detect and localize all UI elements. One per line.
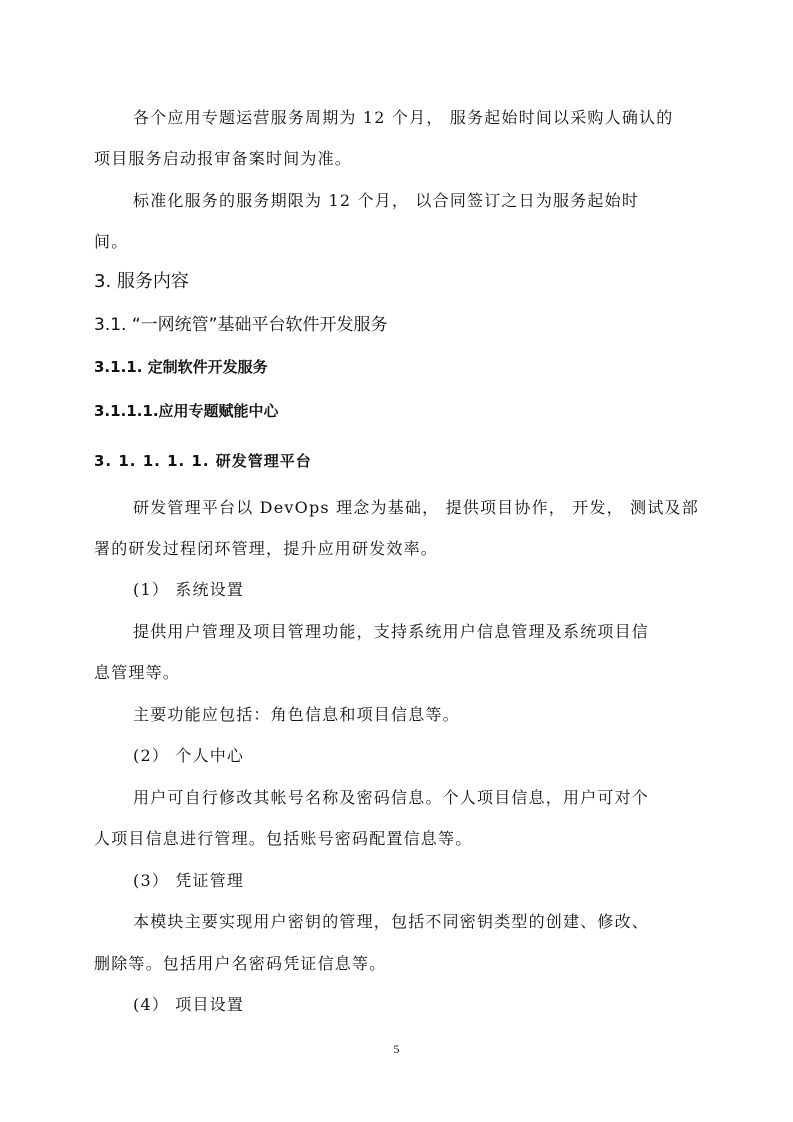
item-system-settings-line-2: 息管理等。 <box>94 663 181 682</box>
paragraph-service-period-line-1: 各个应用专题运营服务周期为 12 个月， 服务起始时间以采购人确认的 <box>133 108 674 127</box>
paragraph-standard-service-line-2: 间。 <box>94 232 129 251</box>
paragraph-rd-intro-line-2: 署的研发过程闭环管理，提升应用研发效率。 <box>94 539 439 558</box>
item-system-settings-line-1: 提供用户管理及项目管理功能，支持系统用户信息管理及系统项目信 <box>133 622 650 641</box>
paragraph-rd-intro-line-1: 研发管理平台以 DevOps 理念为基础， 提供项目协作， 开发， 测试及部 <box>133 498 699 517</box>
heading-rd-management-platform: 3. 1. 1. 1. 1. 研发管理平台 <box>94 452 312 470</box>
paragraph-standard-service-line-1: 标准化服务的服务期限为 12 个月， 以合同签订之日为服务起始时 <box>133 191 640 210</box>
item-title-personal-center: (2） 个人中心 <box>133 746 245 765</box>
heading-service-content: 3. 服务内容 <box>94 271 189 292</box>
item-system-settings-line-3: 主要功能应包括：角色信息和项目信息等。 <box>133 705 460 724</box>
item-credential-management-line-1: 本模块主要实现用户密钥的管理，包括不同密钥类型的创建、修改、 <box>133 912 650 931</box>
item-credential-management-line-2: 删除等。包括用户名密码凭证信息等。 <box>94 954 387 973</box>
item-title-system-settings: (1） 系统设置 <box>133 580 245 599</box>
paragraph-service-period-line-2: 项目服务启动报审备案时间为准。 <box>94 149 353 168</box>
item-personal-center-line-2: 人项目信息进行管理。包括账号密码配置信息等。 <box>94 829 473 848</box>
page-number: 5 <box>393 1042 400 1056</box>
item-title-project-settings: (4） 项目设置 <box>133 995 245 1014</box>
item-personal-center-line-1: 用户可自行修改其帐号名称及密码信息。个人项目信息，用户可对个 <box>133 788 650 807</box>
heading-enablement-center: 3.1.1.1.应用专题赋能中心 <box>94 402 279 420</box>
heading-platform-dev-service: 3.1. “一网统管”基础平台软件开发服务 <box>94 315 388 335</box>
heading-custom-software-dev: 3.1.1. 定制软件开发服务 <box>94 358 268 376</box>
item-title-credential-management: (3） 凭证管理 <box>133 871 245 890</box>
